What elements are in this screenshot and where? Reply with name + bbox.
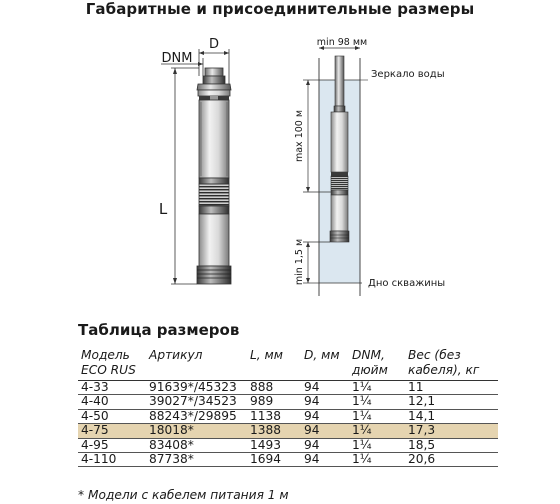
header-model: Модель ECO RUS: [78, 348, 146, 381]
cell-weight: 18,5: [405, 438, 498, 452]
header-length: L, мм: [247, 348, 301, 381]
max-depth-label: max 100 м: [294, 109, 305, 163]
table-header-row: [78, 348, 498, 381]
l-dimension-label: L: [158, 200, 168, 218]
cell-weight: 14,1: [405, 409, 498, 423]
cell-article: 88243*/29895: [146, 409, 247, 423]
table-row: [78, 409, 498, 423]
well-installation-diagram: [294, 37, 445, 296]
table-row: [78, 381, 498, 395]
cell-diameter: 94: [301, 409, 349, 423]
cell-dnm: 1¼: [349, 424, 405, 438]
cell-length: 1493: [247, 438, 301, 452]
cell-model: 4-75: [78, 424, 146, 438]
cell-diameter: 94: [301, 381, 349, 395]
cell-length: 1694: [247, 453, 301, 467]
cell-weight: 12,1: [405, 395, 498, 409]
cell-length: 1138: [247, 409, 301, 423]
header-weight: Вес (без кабеля), кг: [405, 348, 498, 381]
cell-diameter: 94: [301, 395, 349, 409]
min-bottom-distance-label: min 1,5 м: [294, 238, 305, 286]
cell-article: 87738*: [146, 453, 247, 467]
table-row: [78, 395, 498, 409]
cell-weight: 11: [405, 381, 498, 395]
cell-diameter: 94: [301, 453, 349, 467]
cell-weight: 20,6: [405, 453, 498, 467]
cell-model: 4-40: [78, 395, 146, 409]
header-dnm: DNM, дюйм: [349, 348, 405, 381]
cell-dnm: 1¼: [349, 453, 405, 467]
water-level-label: Зеркало воды: [371, 69, 445, 80]
footnote: * Модели с кабелем питания 1 м: [78, 488, 289, 502]
cell-article: 39027*/34523: [146, 395, 247, 409]
cell-diameter: 94: [301, 424, 349, 438]
cell-dnm: 1¼: [349, 409, 405, 423]
pump-dimension-drawing: [0, 22, 560, 317]
header-article: Артикул: [146, 348, 247, 381]
page-title: Габаритные и присоединительные размеры: [85, 0, 475, 18]
cell-article: 18018*: [146, 424, 247, 438]
cell-dnm: 1¼: [349, 381, 405, 395]
cell-model: 4-110: [78, 453, 146, 467]
cell-article: 91639*/45323: [146, 381, 247, 395]
min-width-label: min 98 мм: [316, 37, 368, 48]
d-dimension-label: D: [208, 37, 220, 52]
cell-diameter: 94: [301, 438, 349, 452]
pump-side-view: [159, 37, 231, 284]
cell-length: 989: [247, 395, 301, 409]
cell-model: 4-95: [78, 438, 146, 452]
dnm-dimension-label: DNM: [161, 51, 193, 66]
cell-weight: 17,3: [405, 424, 498, 438]
cell-model: 4-33: [78, 381, 146, 395]
cell-article: 83408*: [146, 438, 247, 452]
table-title: Таблица размеров: [78, 321, 240, 339]
cell-model: 4-50: [78, 409, 146, 423]
table-row: [78, 438, 498, 452]
header-diameter: D, мм: [301, 348, 349, 381]
table-row: [78, 453, 498, 467]
cell-dnm: 1¼: [349, 438, 405, 452]
sizes-table: [78, 348, 498, 467]
well-bottom-label: Дно скважины: [368, 278, 446, 289]
cell-length: 1388: [247, 424, 301, 438]
cell-dnm: 1¼: [349, 395, 405, 409]
cell-length: 888: [247, 381, 301, 395]
table-row-highlighted: [78, 424, 498, 438]
